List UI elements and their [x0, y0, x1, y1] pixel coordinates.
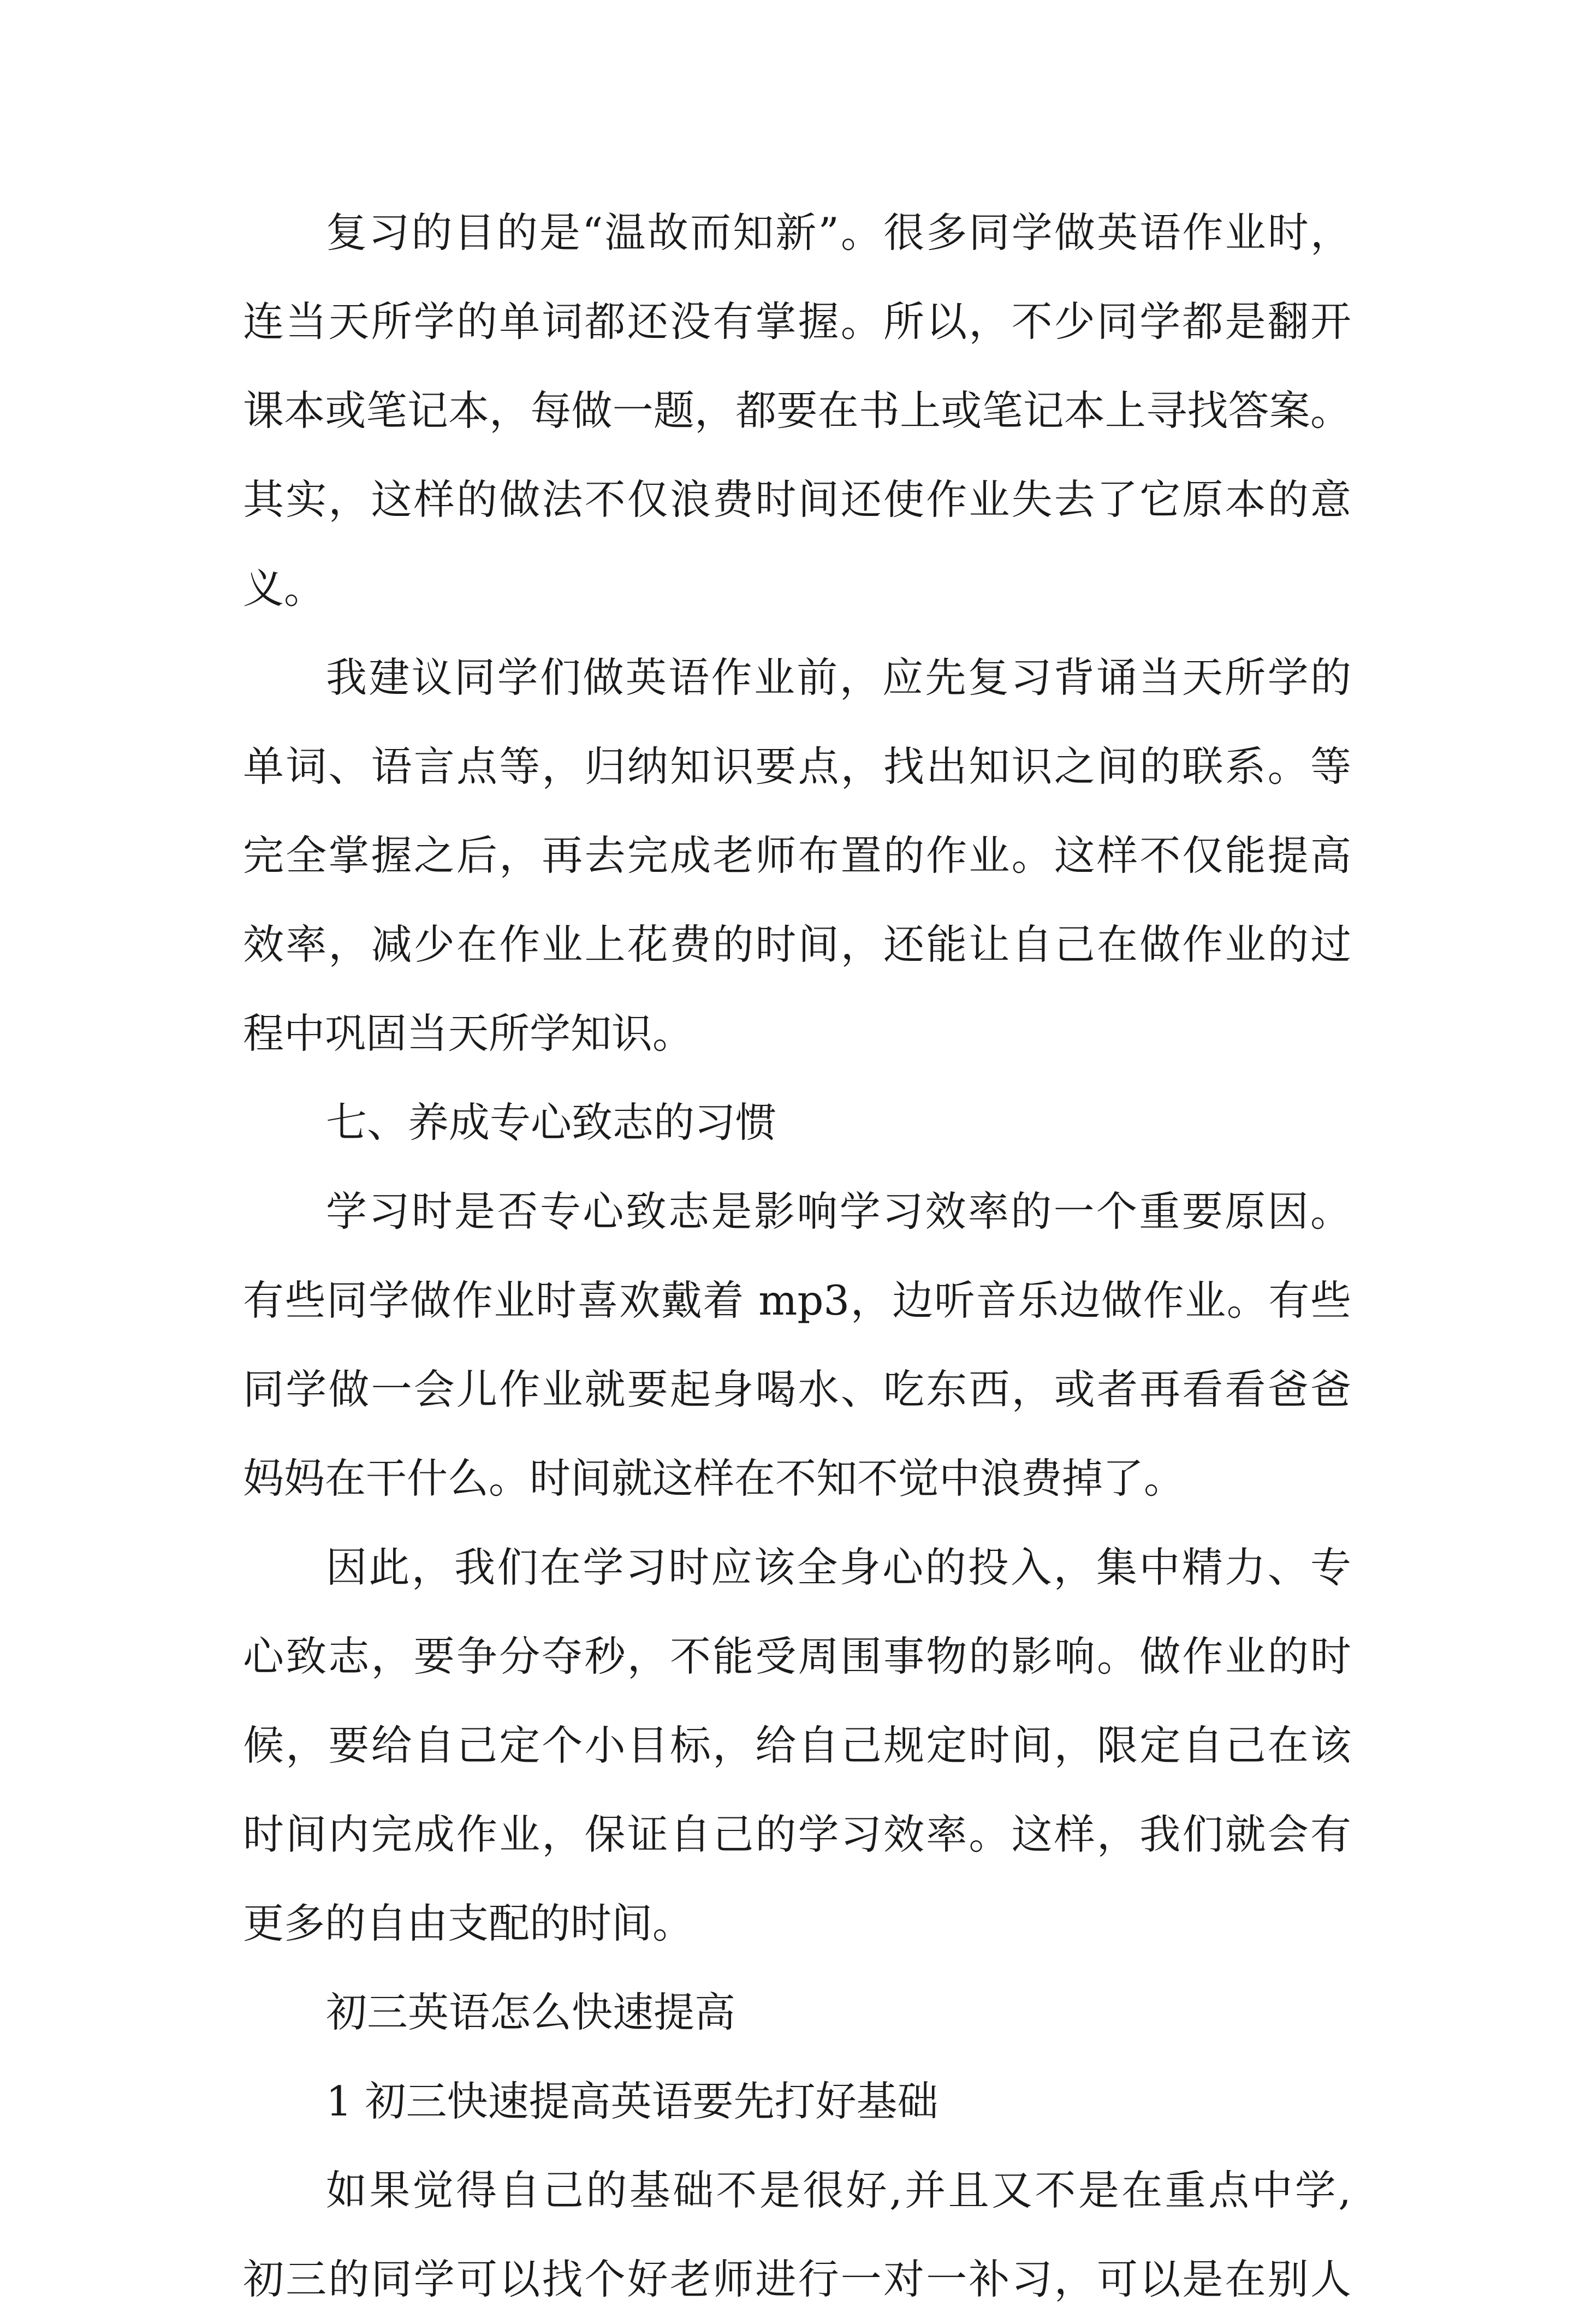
text-line: 单词、语言点等，归纳知识要点，找出知识之间的联系。等	[243, 742, 1351, 790]
text-line: 程中巩固当天所学知识。	[243, 1009, 694, 1057]
text-line: 妈妈在干什么。时间就这样在不知不觉中浪费掉了。	[243, 1454, 1185, 1502]
text-line: 其实，这样的做法不仅浪费时间还使作业失去了它原本的意	[243, 476, 1351, 524]
text-line: 复习的目的是“温故而知新”。很多同学做英语作业时，	[326, 209, 1351, 257]
text-line: 完全掌握之后，再去完成老师布置的作业。这样不仅能提高	[243, 831, 1351, 879]
text-line: 候，要给自己定个小目标，给自己规定时间，限定自己在该	[243, 1721, 1351, 1769]
section-heading: 七、养成专心致志的习惯	[326, 1098, 777, 1146]
text-line: 时间内完成作业，保证自己的学习效率。这样，我们就会有	[243, 1810, 1351, 1858]
text-line: 我建议同学们做英语作业前，应先复习背诵当天所学的	[326, 653, 1351, 702]
text-line: 学习时是否专心致志是影响学习效率的一个重要原因。	[326, 1187, 1351, 1235]
text-line: 因此，我们在学习时应该全身心的投入，集中精力、专	[326, 1543, 1351, 1591]
text-line: 义。	[243, 564, 325, 613]
subsection-heading: 1 初三快速提高英语要先打好基础	[326, 2077, 939, 2125]
text-line: 效率，减少在作业上花费的时间，还能让自己在做作业的过	[243, 920, 1351, 968]
text-line: 有些同学做作业时喜欢戴着 mp3，边听音乐边做作业。有些	[243, 1276, 1351, 1324]
text-line: 同学做一会儿作业就要起身喝水、吃东西，或者再看看爸爸	[243, 1365, 1351, 1413]
text-line: 连当天所学的单词都还没有掌握。所以，不少同学都是翻开	[243, 298, 1351, 346]
document-body	[243, 188, 1351, 2324]
text-line: 更多的自由支配的时间。	[243, 1899, 694, 1947]
section-heading: 初三英语怎么快速提高	[326, 1988, 736, 2036]
text-line: 心致志，要争分夺秒，不能受周围事物的影响。做作业的时	[243, 1632, 1351, 1680]
text-line: 初三的同学可以找个好老师进行一对一补习，可以是在别人	[243, 2255, 1351, 2303]
text-line: 如果觉得自己的基础不是很好,并且又不是在重点中学,	[326, 2166, 1351, 2214]
text-line: 课本或笔记本，每做一题，都要在书上或笔记本上寻找答案。	[243, 387, 1351, 435]
